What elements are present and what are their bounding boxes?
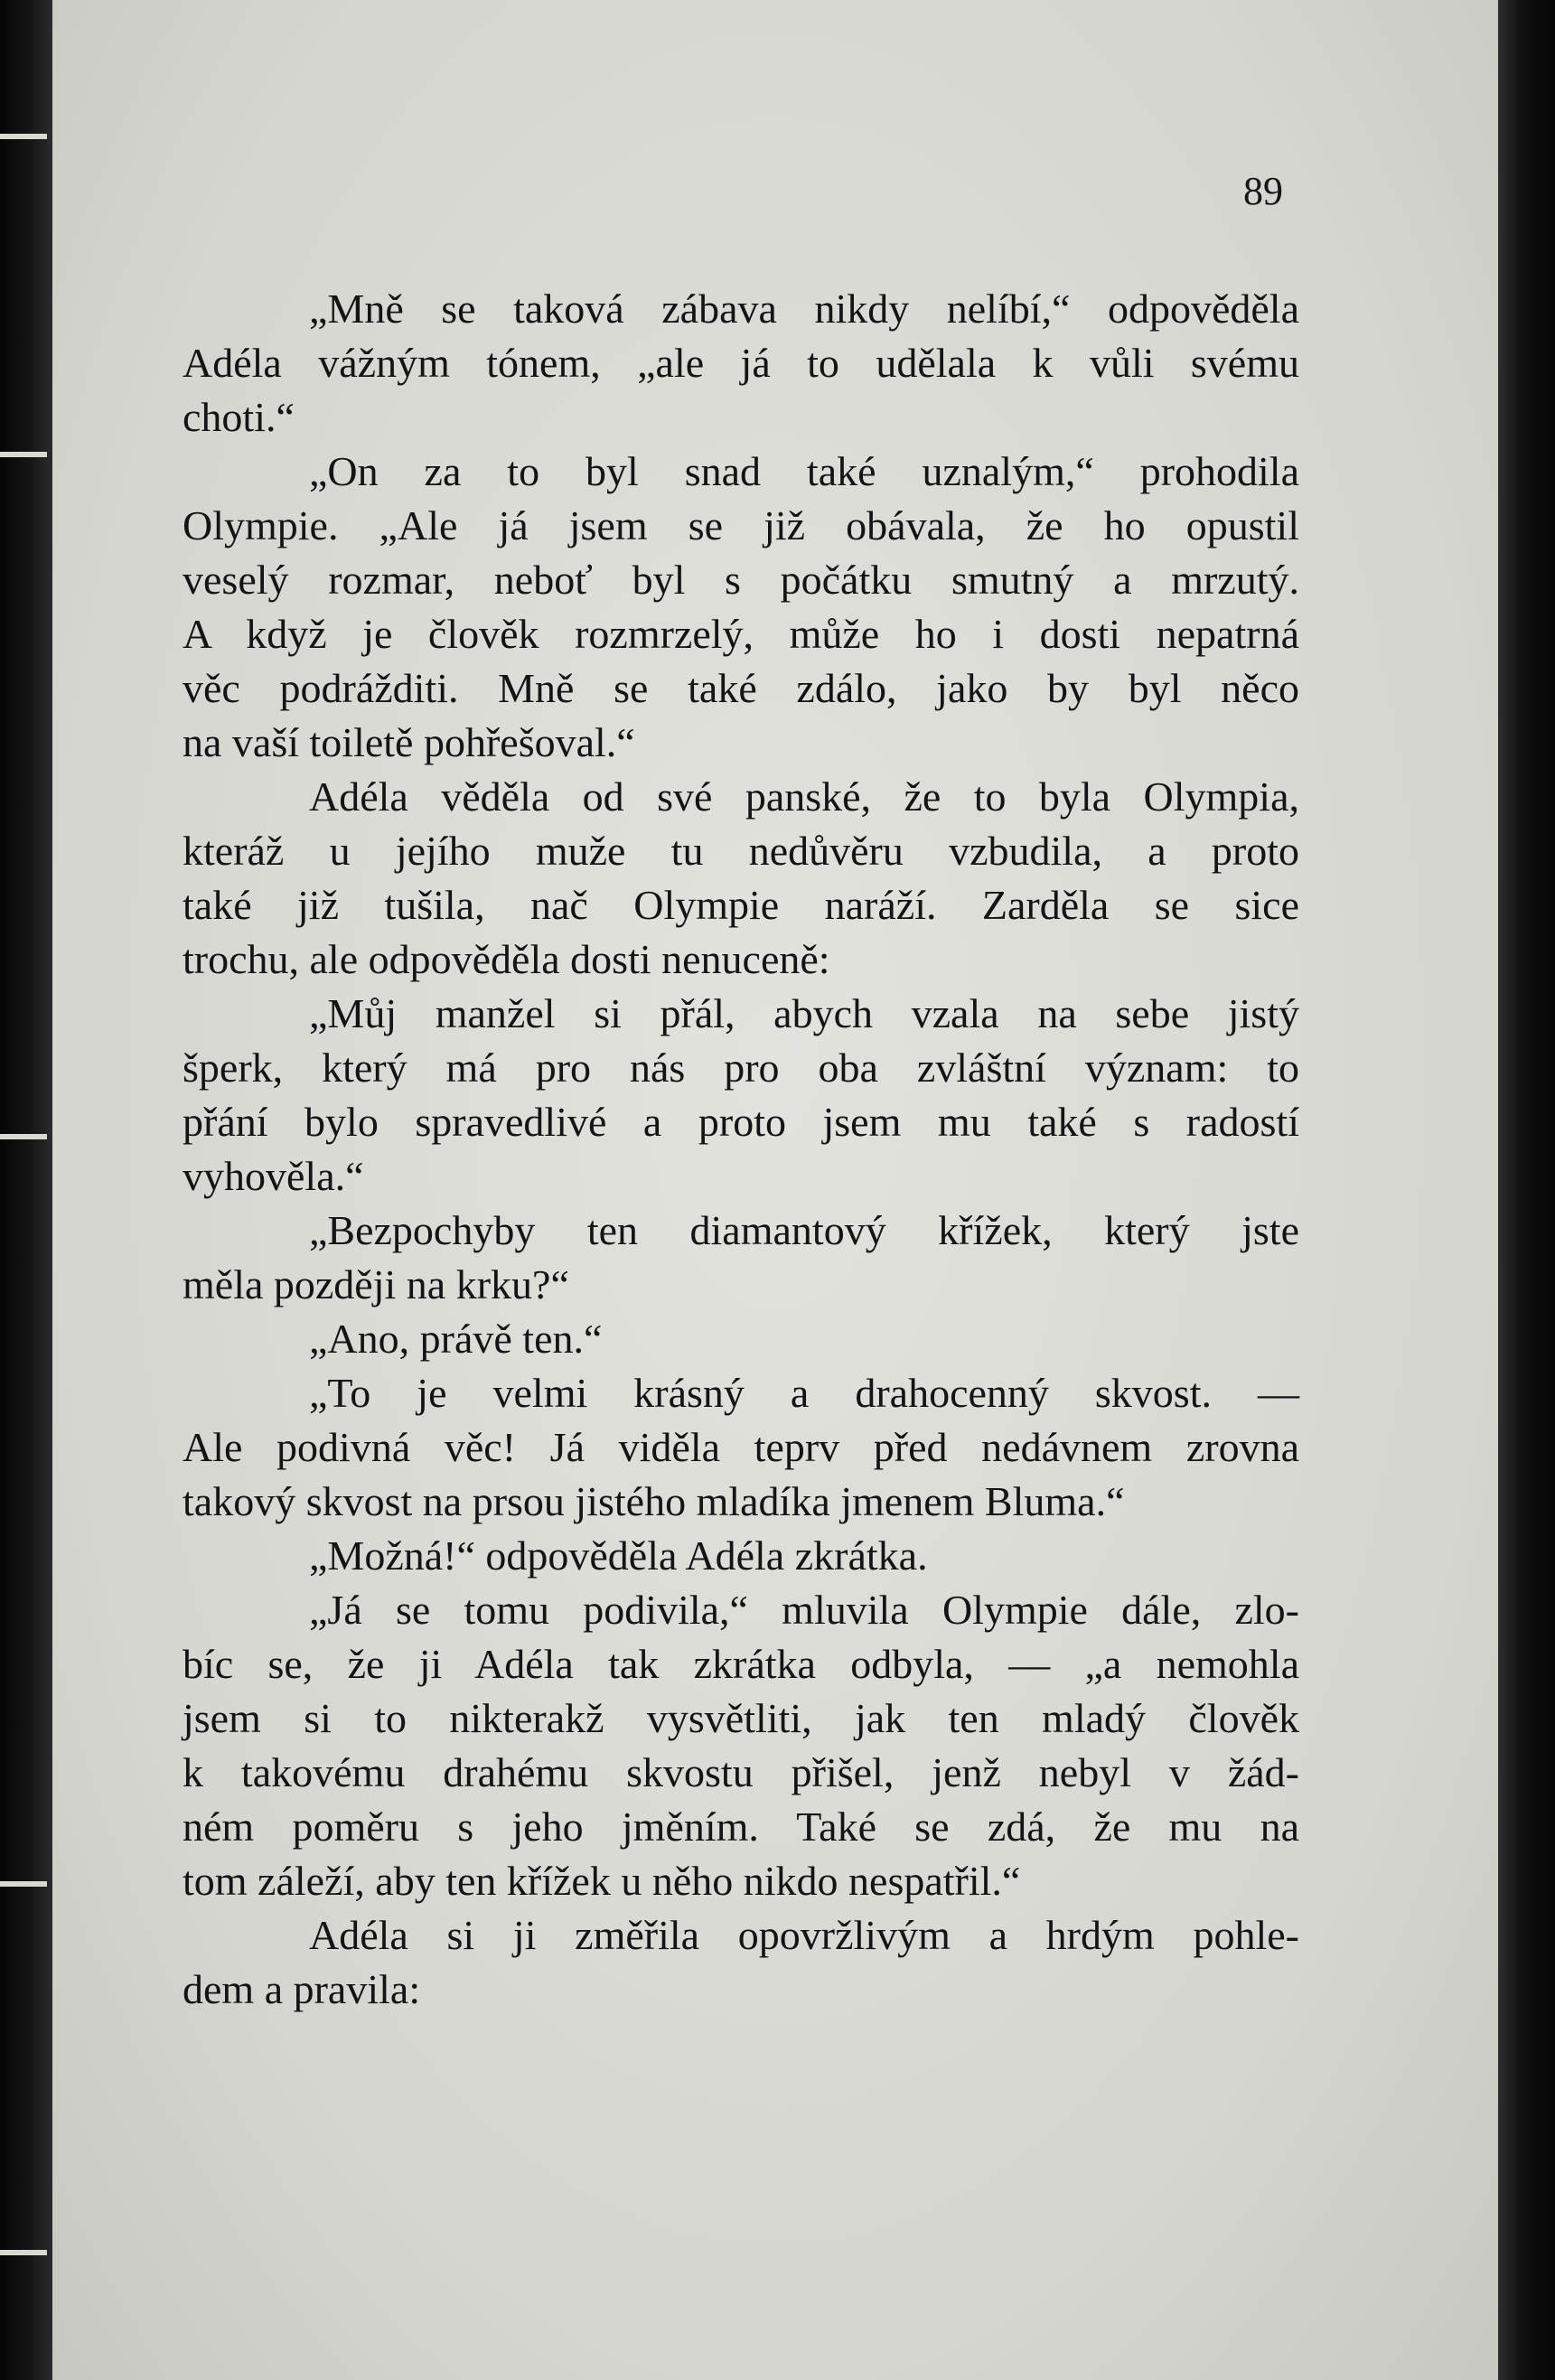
text-line: přání bylo spravedlivé a proto jsem mu také s radostí: [183, 1099, 1299, 1145]
text-line: choti.“: [183, 394, 295, 440]
text-line: takový skvost na prsou jistého mladíka jmenem Bluma.“: [183, 1478, 1125, 1524]
text-line: ném poměru s jeho jměním. Také se zdá, že mu na: [183, 1804, 1299, 1850]
page-number: 89: [1243, 169, 1283, 213]
text-line: trochu, ale odpověděla dosti nenuceně:: [183, 936, 830, 982]
binding-thread-mark: [0, 2250, 47, 2255]
text-line: šperk, který má pro nás pro oba zvláštní význam: to: [183, 1045, 1299, 1091]
binding-thread-mark: [0, 1134, 47, 1139]
text-line: A když je člověk rozmrzelý, může ho i dosti nepatrná: [183, 611, 1299, 657]
page-right-edge: [1498, 0, 1555, 2380]
text-line: také již tušila, nač Olympie naráží. Zarděla se sice: [183, 882, 1299, 928]
text-line: věc podrážditi. Mně se také zdálo, jako by byl něco: [183, 665, 1299, 711]
text-line: „Mně se taková zábava nikdy nelíbí,“ odpověděla: [309, 286, 1299, 332]
text-line: kteráž u jejího muže tu nedůvěru vzbudila, a proto: [183, 828, 1299, 874]
binding-thread-mark: [0, 1881, 47, 1887]
binding-thread-mark: [0, 134, 47, 139]
text-line: „Bezpochyby ten diamantový křížek, který jste: [309, 1207, 1299, 1253]
text-line: „Můj manžel si přál, abych vzala na sebe jistý: [309, 990, 1299, 1036]
text-line: „On za to byl snad také uznalým,“ prohodila: [309, 448, 1299, 494]
text-line: vyhověla.“: [183, 1153, 364, 1199]
text-line: „Možná!“ odpověděla Adéla zkrátka.: [309, 1532, 928, 1579]
binding-thread-mark: [0, 452, 47, 457]
text-line: dem a pravila:: [183, 1966, 421, 2012]
text-line: „To je velmi krásný a drahocenný skvost. —: [309, 1370, 1299, 1416]
text-line: „Já se tomu podivila,“ mluvila Olympie dále, zlo-: [309, 1587, 1299, 1633]
text-line: jsem si to nikterakž vysvětliti, jak ten mladý člověk: [183, 1695, 1299, 1741]
text-line: měla později na krku?“: [183, 1261, 569, 1307]
text-line: „Ano, právě ten.“: [309, 1316, 603, 1362]
text-line: Adéla vážným tónem, „ale já to udělala k vůli svému: [183, 340, 1299, 386]
text-line: Ale podivná věc! Já viděla teprv před nedávnem zrovna: [183, 1424, 1299, 1470]
text-line: Adéla si ji změřila opovržlivým a hrdým pohle-: [309, 1912, 1299, 1958]
body-text: [183, 282, 1299, 2017]
text-line: k takovému drahému skvostu přišel, jenž nebyl v žád-: [183, 1749, 1299, 1795]
text-line: tom záleží, aby ten křížek u něho nikdo nespatřil.“: [183, 1858, 1021, 1904]
text-line: Olympie. „Ale já jsem se již obávala, že ho opustil: [183, 502, 1299, 548]
book-binding-edge: [0, 0, 52, 2380]
text-line: na vaší toiletě pohřešoval.“: [183, 719, 635, 765]
text-line: bíc se, že ji Adéla tak zkrátka odbyla, — „a nemohla: [183, 1641, 1299, 1687]
text-line: veselý rozmar, neboť byl s počátku smutný a mrzutý.: [183, 557, 1299, 603]
text-line: Adéla věděla od své panské, že to byla Olympia,: [309, 773, 1299, 820]
